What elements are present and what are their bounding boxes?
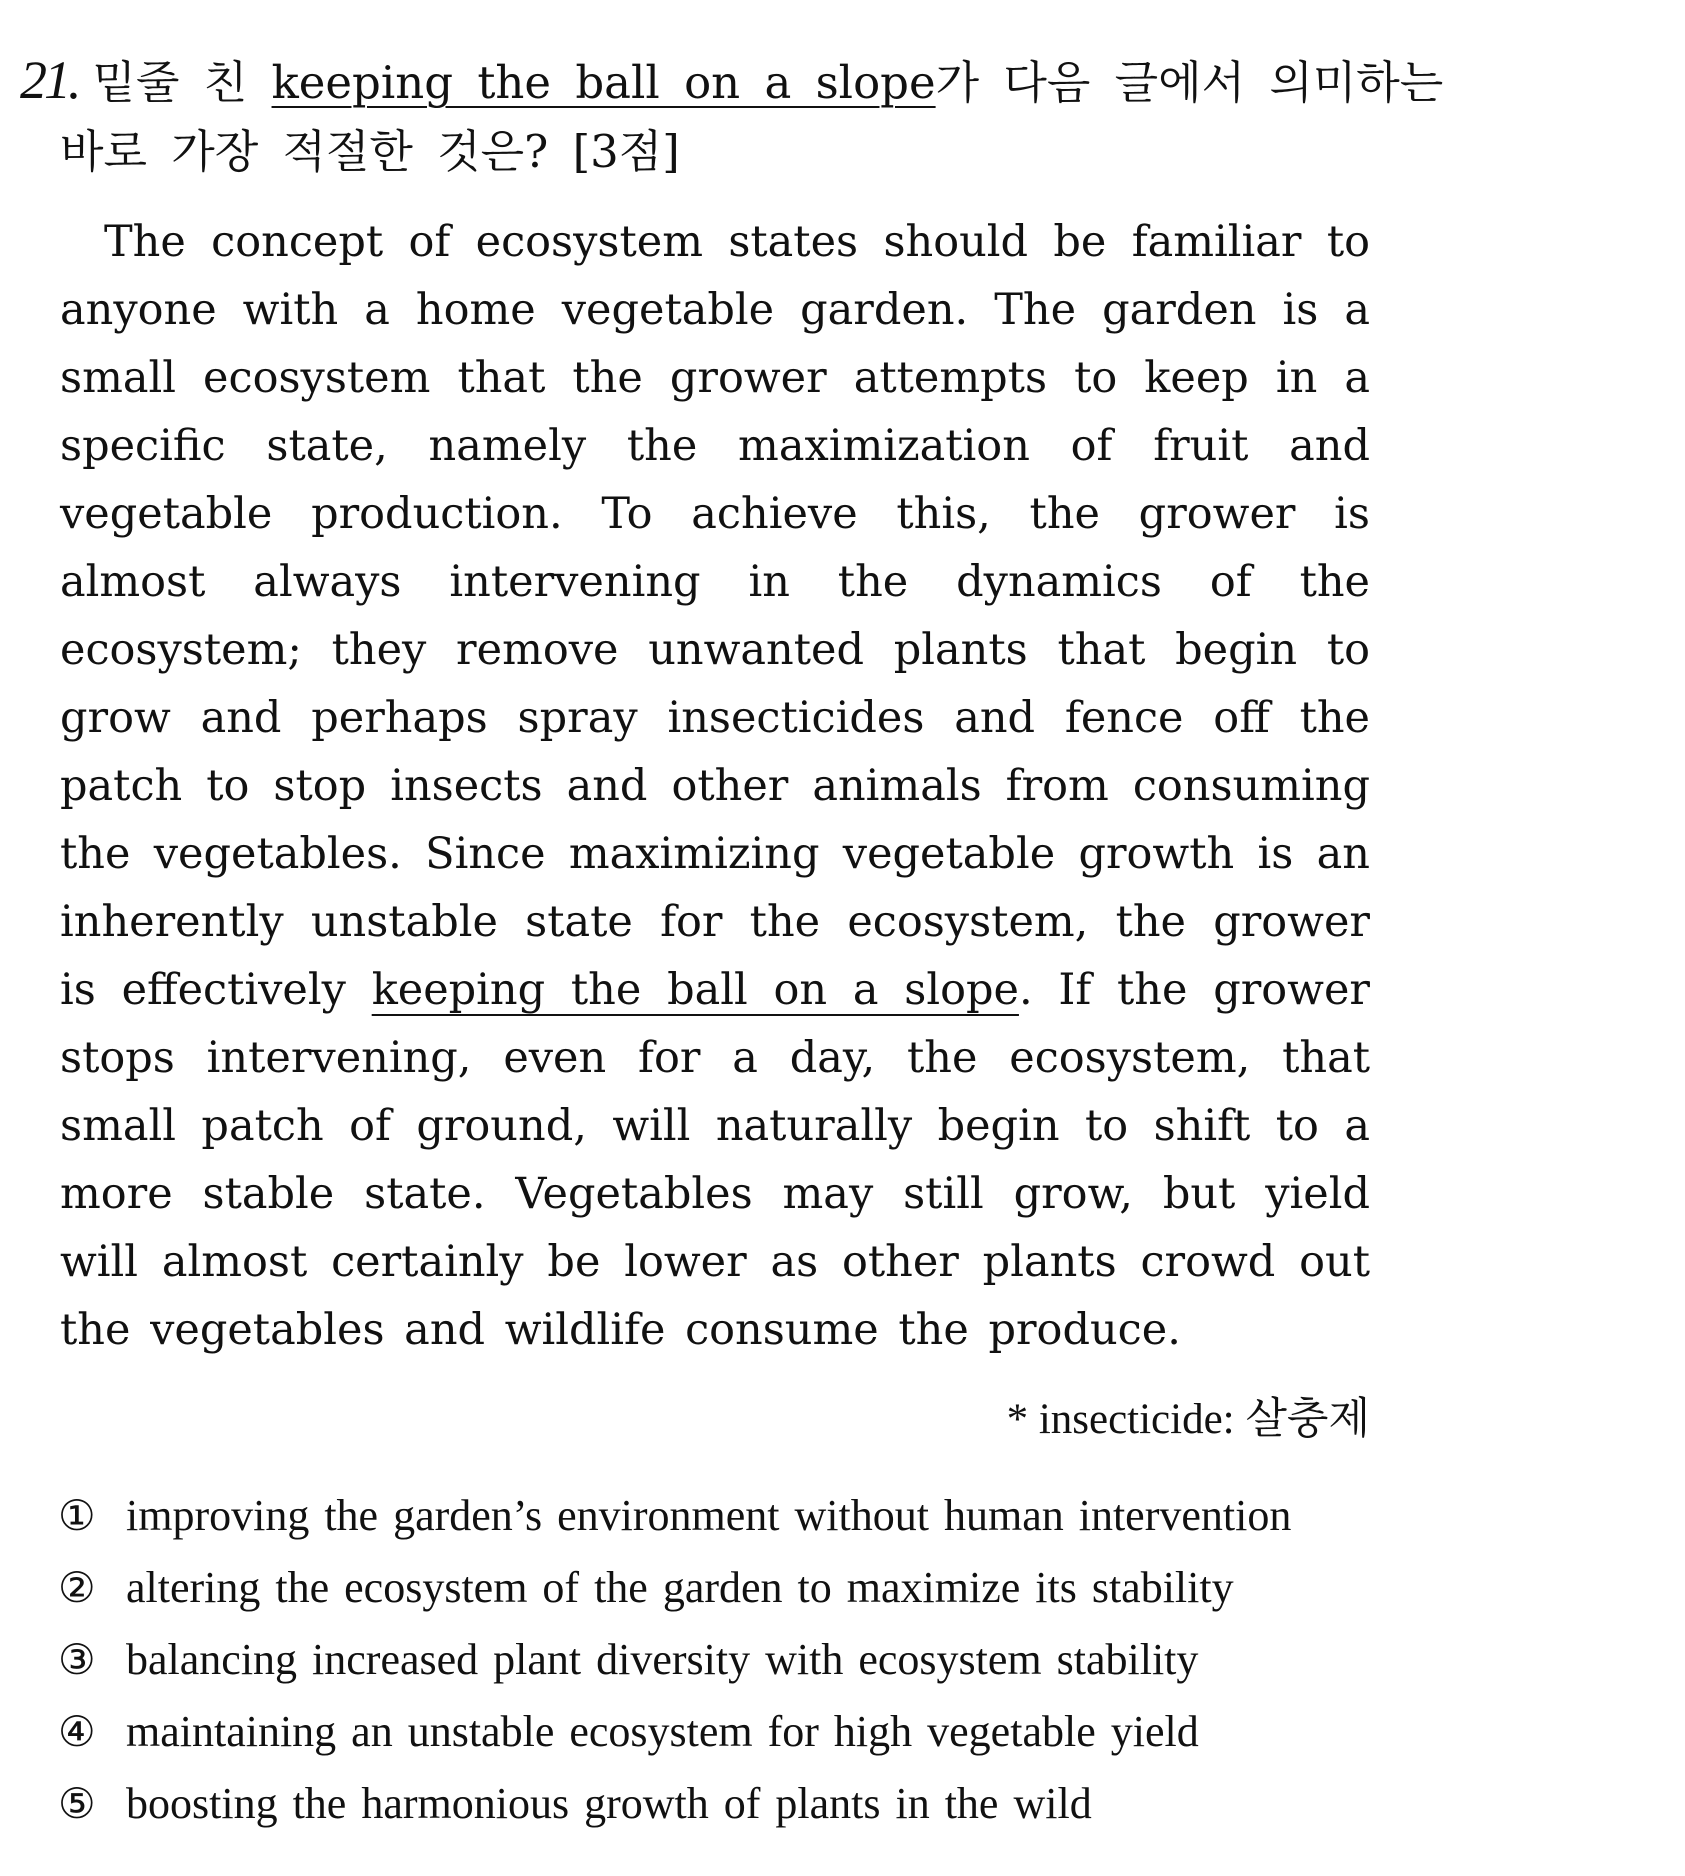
answer-options (58, 1480, 1378, 1840)
question-prompt-line-2: 바로 가장 적절한 것은? [3점] (60, 125, 680, 178)
answer-option-3[interactable] (58, 1624, 1378, 1696)
option-marker: ② (58, 1563, 96, 1612)
question-suffix: 가 다음 글에서 의미하는 (935, 56, 1444, 109)
answer-option-4[interactable] (58, 1696, 1378, 1768)
question-target-phrase: keeping the ball on a slope (271, 56, 936, 109)
option-marker: ① (58, 1491, 96, 1540)
question-prefix: 밑줄 친 (92, 56, 272, 109)
option-text: altering the ecosystem of the garden to maximize its stability (126, 1563, 1234, 1612)
answer-option-1[interactable] (58, 1480, 1378, 1552)
option-text: boosting the harmonious growth of plants in the wild (126, 1779, 1092, 1828)
option-text: maintaining an unstable ecosystem for high vegetable yield (126, 1707, 1199, 1756)
question-prompt-line-1 (20, 44, 1444, 116)
option-text: balancing increased plant diversity with ecosystem stability (126, 1635, 1199, 1684)
option-text: improving the garden’s environment without human intervention (126, 1491, 1292, 1540)
vocabulary-footnote: * insecticide: 살충제 (1006, 1396, 1370, 1443)
answer-option-2[interactable] (58, 1552, 1378, 1624)
passage-underlined-phrase: keeping the ball on a slope (371, 965, 1019, 1015)
answer-option-5[interactable] (58, 1768, 1378, 1840)
reading-passage (60, 208, 1370, 1364)
passage-text-after: . If the grower stops intervening, even for a day, the ecosystem, that small patch of ground, will naturally begin to shift to a more stable state. Vegetables may still grow, but yield will almost certainly be lower as other plants crowd out the vegetables and wildlife consume the produce. (60, 965, 1370, 1355)
option-marker: ④ (58, 1707, 96, 1756)
question-header (20, 44, 1444, 188)
option-marker: ⑤ (58, 1779, 96, 1828)
option-marker: ③ (58, 1635, 96, 1684)
question-number: 21. (20, 50, 79, 110)
passage-text-before: The concept of ecosystem states should be familiar to anyone with a home vegetable garden. The garden is a small ecosystem that the grower attempts to keep in a specific state, namely the maximization of fruit and vegetable production. To achieve this, the grower is almost always intervening in the dynamics of the ecosystem; they remove unwanted plants that begin to grow and perhaps spray insecticides and fence off the patch to stop insects and other animals from consuming the vegetables. Since maximizing vegetable growth is an inherently unstable state for the ecosystem, the grower is effectively (60, 217, 1370, 1015)
